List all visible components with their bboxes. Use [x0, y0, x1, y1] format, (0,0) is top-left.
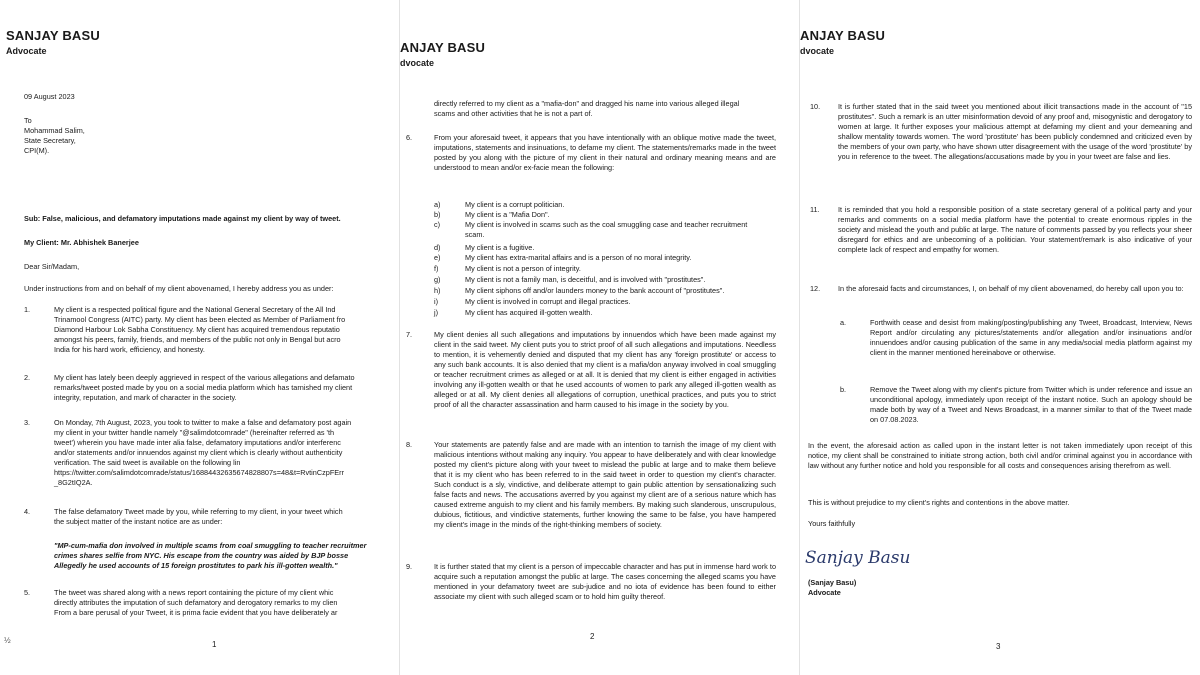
recipient-line: CPI(M).: [24, 146, 50, 155]
item-4-line: the subject matter of the instant notice are as under:: [54, 517, 223, 526]
quoted-tweet-line: "MP-cum-mafia don involved in multiple scams from coal smuggling to teacher recruitmer: [54, 541, 367, 550]
closing-line: Yours faithfully: [808, 519, 856, 528]
list-item: scam.: [465, 230, 485, 239]
item-9-paragraph: It is further stated that my client is a person of impeccable character and has put in immense hard work to acquire such a reputation amongst the public at large. The cases concerning the alleged scams you have mentioned in your defamatory tweet are sub-judice and no iota of evidence has been found to either associate my client with such alleged scam or to hold him guilty thereof.: [434, 562, 776, 601]
demand-b-paragraph: Remove the Tweet along with my client's picture from Twitter which is under reference and issue an unconditional apology, immediately upon receipt of the instant notice. Such an apology should be made both by way of a Tweet and News Broadcast, in a manner similar to that of the Tweet made on 07.08.2023.: [870, 385, 1192, 424]
item-number: 6.: [406, 133, 413, 142]
list-item: My client siphons off and/or launders money to the bank account of "prostitutes".: [465, 286, 725, 295]
list-key: f): [434, 264, 439, 273]
item-number: 11.: [810, 205, 820, 214]
list-item: My client is involved in corrupt and illegal practices.: [465, 297, 631, 306]
list-key: d): [434, 243, 441, 252]
item-number: 7.: [406, 330, 413, 339]
item-5-line: directly attributes the imputation of such defamatory and derogatory remarks to my clien: [54, 598, 338, 607]
letter-page-1: [0, 0, 400, 675]
item-5-line: The tweet was shared along with a news report containing the picture of my client whic: [54, 588, 334, 597]
item-number: 12.: [810, 284, 821, 293]
consequence-paragraph: In the event, the aforesaid action as called upon in the instant letter is not taken immediately upon receipt of this notice, my client shall be constrained to initiate strong action, both civil and/or criminal against you in accordance with law without any further notice and hold you responsible for all costs and consequences arising therefrom as well.: [808, 441, 1192, 470]
list-key: g): [434, 275, 441, 284]
list-key: e): [434, 253, 441, 262]
list-key: a): [434, 200, 441, 209]
quoted-tweet-line: crimes shares selfie from NYC. His escape from the country was aided by BJP bosse: [54, 551, 349, 560]
salutation: Dear Sir/Madam,: [24, 262, 80, 271]
list-item: My client has acquired ill-gotten wealth.: [465, 308, 593, 317]
letter-date: 09 August 2023: [24, 92, 75, 101]
item-1-line: amongst his peers, family, friends, and members of the public not only in Bengal but acro: [54, 335, 341, 344]
list-item: My client is not a person of integrity.: [465, 264, 581, 273]
demand-a-paragraph: Forthwith cease and desist from making/posting/publishing any Tweet, Broadcast, Interview, News Report and/or circulating any pictures/statements and/or allegation and/or insinuations and/or innuendoes and/or causing publication of the same in any media/social media platform against my client in the manner mentioned hereinabove or otherwise.: [870, 318, 1192, 357]
item-number: 10.: [810, 102, 821, 111]
client-line: My Client: Mr. Abhishek Banerjee: [24, 238, 139, 247]
item-number: 4.: [24, 507, 31, 516]
item-7-paragraph: My client denies all such allegations and imputations by innuendos which have been made against my client in the said tweet. My client puts you to strict proof of all such allegations and imputations. Needless to mention, it is vehemently denied and disputed that my client has any 'foreign prostitute' or access to any such bank accounts. It is also denied that my client is a mafia/don anyway involved in coal smuggling or teacher recruitment crimes as alleged or at all. It is denied that my client is either engaged in activities involving any ill-gotten wealth or that he used accounts of women to park any alleged ill-gotten wealth as alleged or at all. My client denies all allegations of corruption, unethical practices, and puts you to strict proof of all the character assassination and harm caused to his image in the society by you.: [434, 330, 776, 409]
item-2-line: My client has lately been deeply aggrieved in respect of the various allegations and defamato: [54, 373, 355, 382]
letterhead-name: ANJAY BASU: [400, 40, 486, 55]
letterhead-role: dvocate: [800, 46, 835, 56]
item-3-line: On Monday, 7th August, 2023, you took to twitter to make a false and defamatory post again: [54, 418, 352, 427]
letterhead-name: SANJAY BASU: [6, 28, 100, 43]
letter-page-3: [800, 0, 1200, 675]
sub-item-key: a.: [840, 318, 847, 327]
list-key: b): [434, 210, 441, 219]
item-1-line: Trinamool Congress (AITC) party. My client has been elected as Member of Parliament fro: [54, 315, 346, 324]
item-1-line: India for his hard work, efficiency, and honesty.: [54, 345, 205, 354]
item-8-paragraph: Your statements are patently false and are made with an intention to tarnish the image of my client with malicious intentions without making any inquiry. You appear to have deliberately and with clear knowledge posted my client's picture along with your tweet to mislead the public at large and to make them believe that it is my client who has been referred to in the said tweet in order to question my client's character. Such conduct is a sly, vindictive, and deliberate attempt to gain public attention by sensationalizing such false facts and news. The accusations averred by you against my client are of a serious nature which has caused extreme anguish to my client and his family members. By making such slanderous, unscrupulous, dubious, fictitious, and vindictive statements, further knowing the same to be false, you have hampered my client's image in the minds of the right-thinking members of society.: [434, 440, 776, 529]
recipient-line: State Secretary,: [24, 136, 76, 145]
item-number: 5.: [24, 588, 31, 597]
page-number: 1: [212, 640, 217, 649]
list-item: My client is a "Mafia Don".: [465, 210, 550, 219]
item-2-line: integrity, reputation, and mark of character in the society.: [54, 393, 237, 402]
signer-name: (Sanjay Basu): [808, 578, 857, 587]
item-number: 2.: [24, 373, 31, 382]
tweet-link: _8G2tIQ2A.: [54, 478, 93, 487]
item-number: 9.: [406, 562, 413, 571]
list-item: My client is a corrupt politician.: [465, 200, 565, 209]
item-1-line: My client is a respected political figure and the National General Secretary of the All Ind: [54, 305, 336, 314]
corner-mark: ½: [4, 636, 11, 645]
item-1-line: Diamond Harbour Lok Sabha Constituency. My client has acquired tremendous reputatio: [54, 325, 340, 334]
list-item: My client is involved in scams such as the coal smuggling case and teacher recruitment: [465, 220, 748, 229]
list-key: h): [434, 286, 441, 295]
sub-item-key: b.: [840, 385, 847, 394]
list-key: c): [434, 220, 441, 229]
list-key: j): [434, 308, 439, 317]
list-item: My client has extra-marital affairs and is a person of no moral integrity.: [465, 253, 692, 262]
item-3-line: verification. The said tweet is available on the following lin: [54, 458, 241, 467]
continued-line: directly referred to my client as a "mafia-don" and dragged his name into various alleged illegal: [434, 99, 740, 108]
item-3-line: my client in your twitter handle namely "@salimdotcomrade" (hereinafter referred as 'th: [54, 428, 335, 437]
item-number: 1.: [24, 305, 31, 314]
recipient-line: To: [24, 116, 32, 125]
item-4-line: The false defamatory Tweet made by you, while referring to my client, in your tweet which: [54, 507, 343, 516]
page-number: 2: [590, 632, 595, 641]
letterhead-role: dvocate: [400, 58, 435, 68]
item-10-paragraph: It is further stated that in the said tweet you mentioned about illicit transactions made in the account of "15 prostitutes". Such a remark is an utter misinformation devoid of any proof and, misogynistic and derogatory to women at large. It further exposes your malicious attempt at defaming my client and your demeaning and shallow mentality towards women. The word 'prostitute' has been publicly condemned and criticized even by the members of your own party, who have shown utter disagreement with the usage of the word 'prostitute' by you in reference to the tweet. The allegations/accusations made by you in your tweet are false and lies.: [838, 102, 1192, 161]
signer-role: Advocate: [808, 588, 841, 597]
recipient-line: Mohammad Salim,: [24, 126, 85, 135]
list-item: My client is a fugitive.: [465, 243, 535, 252]
quoted-tweet-line: Allegedly he used accounts of 15 foreign prostitutes to park his ill-gotten wealth.": [54, 561, 338, 570]
handwritten-signature: Sanjay Basu: [805, 548, 911, 568]
subject-line: Sub: False, malicious, and defamatory imputations made against my client by way of tweet.: [24, 214, 341, 223]
list-item: My client is not a family man, is deceitful, and is involved with "prostitutes".: [465, 275, 706, 284]
continued-line: scams and other activities that he is not a part of.: [434, 109, 593, 118]
without-prejudice-line: This is without prejudice to my client's rights and contentions in the above matter.: [808, 498, 1070, 507]
item-3-line: and/or statements and/or innuendos against my client which is clearly without authenticity: [54, 448, 343, 457]
page-number: 3: [996, 642, 1001, 651]
item-3-line: tweet') wherein you have made inter alia false, defamatory imputations and/or interferenc: [54, 438, 341, 447]
item-5-line: From a bare perusal of your Tweet, it is prima facie evident that you have deliberately ar: [54, 608, 338, 617]
item-number: 8.: [406, 440, 413, 449]
letterhead-name: ANJAY BASU: [800, 28, 886, 43]
item-12-paragraph: In the aforesaid facts and circumstances, I, on behalf of my client abovenamed, do hereby call upon you to:: [838, 284, 1184, 293]
letter-page-2: [400, 0, 800, 675]
item-number: 3.: [24, 418, 31, 427]
letterhead-role: Advocate: [6, 46, 47, 56]
list-key: i): [434, 297, 439, 306]
tweet-link: https://twitter.com/salimdotcomrade/status/16884432635674828807s=48&t=RvtinCzpFErr: [54, 468, 345, 477]
item-6-paragraph: From your aforesaid tweet, it appears that you have intentionally with an oblique motive made the tweet, imputations, statements and insinuations, to defame my client. The statements/remarks made in the tweet posted by you along with the picture of my client in their natural and ordinary meaning means and are understood to mean and/or ex-facie mean the following:: [434, 133, 776, 172]
intro-paragraph: Under instructions from and on behalf of my client abovenamed, I hereby address you as under:: [24, 284, 334, 293]
item-2-line: remarks/tweet posted made by you on a social media platform which has tarnished my client: [54, 383, 353, 392]
item-11-paragraph: It is reminded that you hold a responsible position of a state secretary general of a political party and your remarks and comments on a social media platform have the potential to create enormous ripples in the society and mislead the youth and public at large. The nature of comments passed by you reflects your sheer disregard for ethics and are unbecoming of a politician. Your statement/remark is also indicative of your complete lack of respect and empathy for women.: [838, 205, 1192, 254]
